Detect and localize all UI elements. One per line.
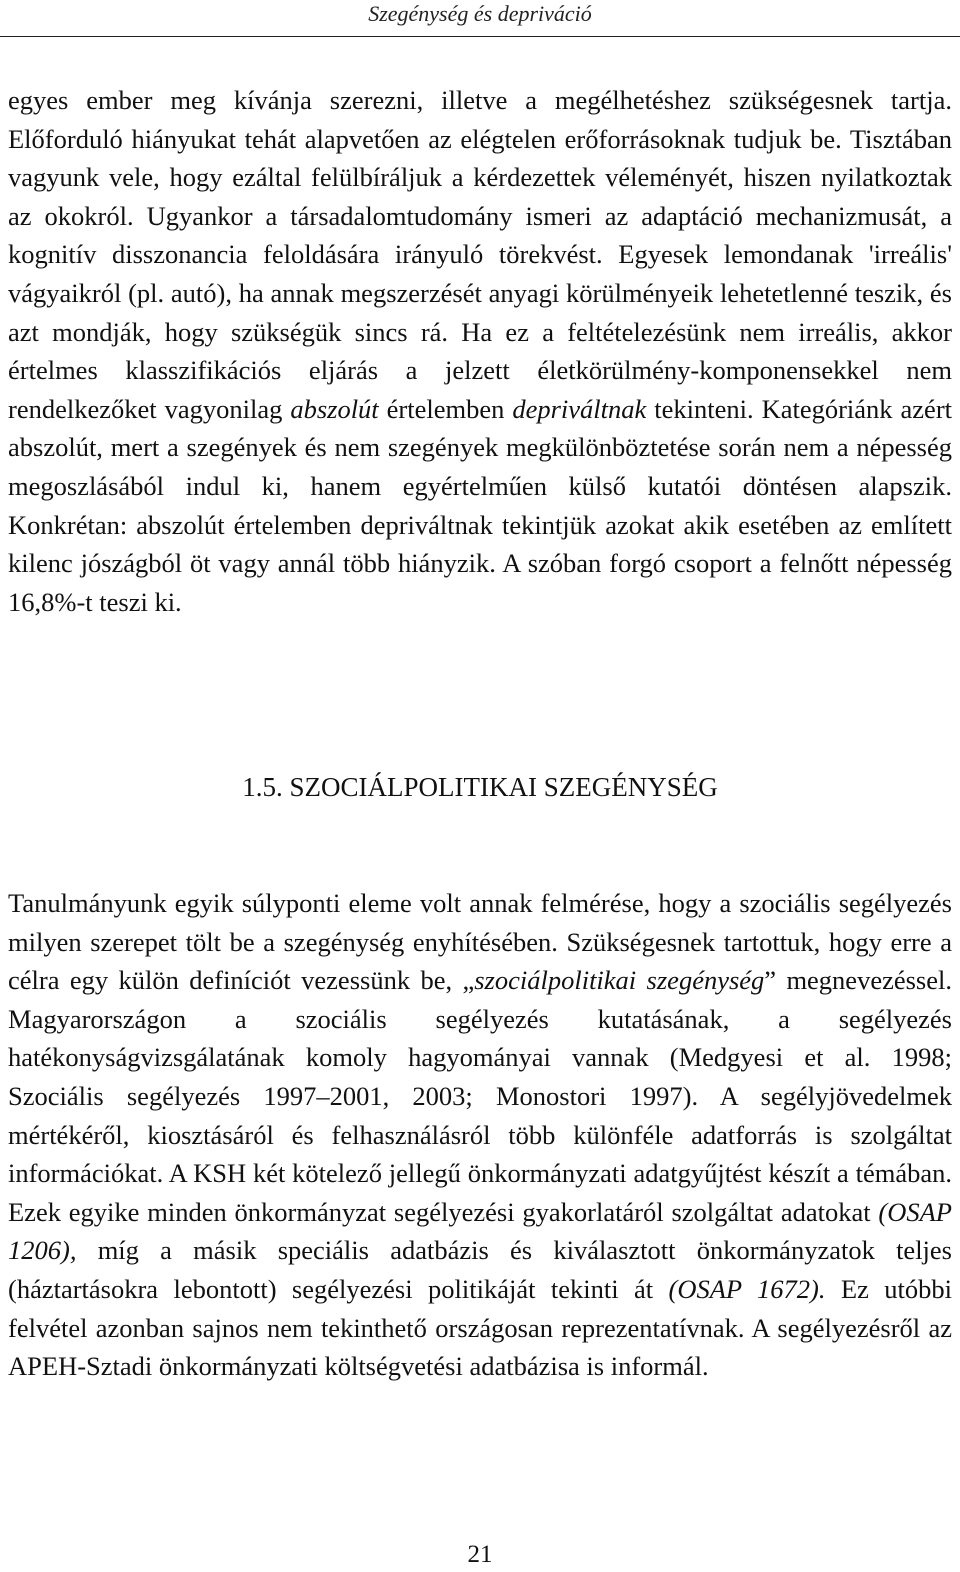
emphasis-text: (OSAP 1672). [668,1273,826,1304]
emphasis-text: szociálpolitikai szegénység [474,965,765,996]
emphasis-text: (OSAP 1206), [8,1196,952,1266]
page-number: 21 [467,1541,493,1568]
paragraph-text: Tanulmányunk egyik súlyponti eleme volt annak felmérése, hogy a szociális segélyezés milyen szerepet tölt be a szegénység enyhítésében. Szükségesnek tartottuk, hogy erre a célra egy külön definíciót vezessünk be, „ [8,888,952,996]
paragraph-text: tekinteni. Kategóriánk azért abszolút, mert a szegények és nem szegények megkülönböztetése során nem a népesség megoszlásából indul ki, hanem egyértelműen külső kutatói döntésen alapszik. Konkrétan: abszolút értelemben depriváltnak tekintjük azokat akik esetében az említett kilenc jószágból öt vagy annál több hiányzik. A szóban forgó csoport a felnőtt népesség 16,8%-t teszi ki. [8,393,953,617]
paragraph-text: egyes ember meg kívánja szerezni, illetve a megélhetéshez szükségesnek tartja. Előforduló hiányukat tehát alapvetően az elégtelen erőforrásoknak tudjuk be. Tisztában vagyunk vele, hogy ezáltal felülbíráljuk a kérdezettek véleményét, hiszen nyilatkoztak az okokról. Ugyankor a társadalomtudomány ismeri az adaptáció mechanizmusát, a kognitív disszonancia feloldására irányuló törekvést. Egyesek lemondanak 'irreális' vágyaikról (pl. autó), ha annak megszerzését anyagi körülményeik lehetetlenné teszik, és azt mondják, hogy szükségük sincs rá. Ha ez a feltételezésünk nem irreális, akkor értelmes klasszifikációs eljárás a jelzett életkörülmény-komponensekkel nem rendelkezőket vagyonilag [8,85,952,424]
paragraph-text: értelemben [378,393,513,424]
emphasis-text: abszolút [290,393,379,424]
paragraph-text: Ez utóbbi felvétel azonban sajnos nem tekinthető országosan reprezentatívnak. A segélyezésről az APEH-Sztadi önkormányzati költségvetési adatbázisa is informál. [8,1273,952,1382]
emphasis-text: depriváltnak [512,393,647,424]
running-title: Szegénység és depriváció [368,1,592,26]
body-paragraph-1 [8,81,952,621]
paragraph-text: ” megnevezéssel. Magyarországon a szociális segélyezés kutatásának, a segélyezés hatékonyságvizsgálatának komoly hagyományai vannak (Medgyesi et al. 1998; Szociális segélyezés 1997–2001, 2003; Monostori 1997). A segélyjövedelmek mértékéről, kiosztásáról és felhasználásról több különféle adatforrás is szolgáltat információkat. A KSH két kötelező jellegű önkormányzati adatgyűjtést készít a témában. Ezek egyike minden önkormányzat segélyezési gyakorlatáról szolgáltat adatokat [8,965,952,1227]
body-paragraph-2 [8,884,952,1386]
paragraph-text: míg a másik speciális adatbázis és kiválasztott önkormányzatok teljes (háztartásokra lebontott) segélyezési politikáját tekinti át [8,1235,952,1304]
section-heading: 1.5. SZOCIÁLPOLITIKAI SZEGÉNYSÉG [242,772,718,802]
running-header [0,0,960,37]
